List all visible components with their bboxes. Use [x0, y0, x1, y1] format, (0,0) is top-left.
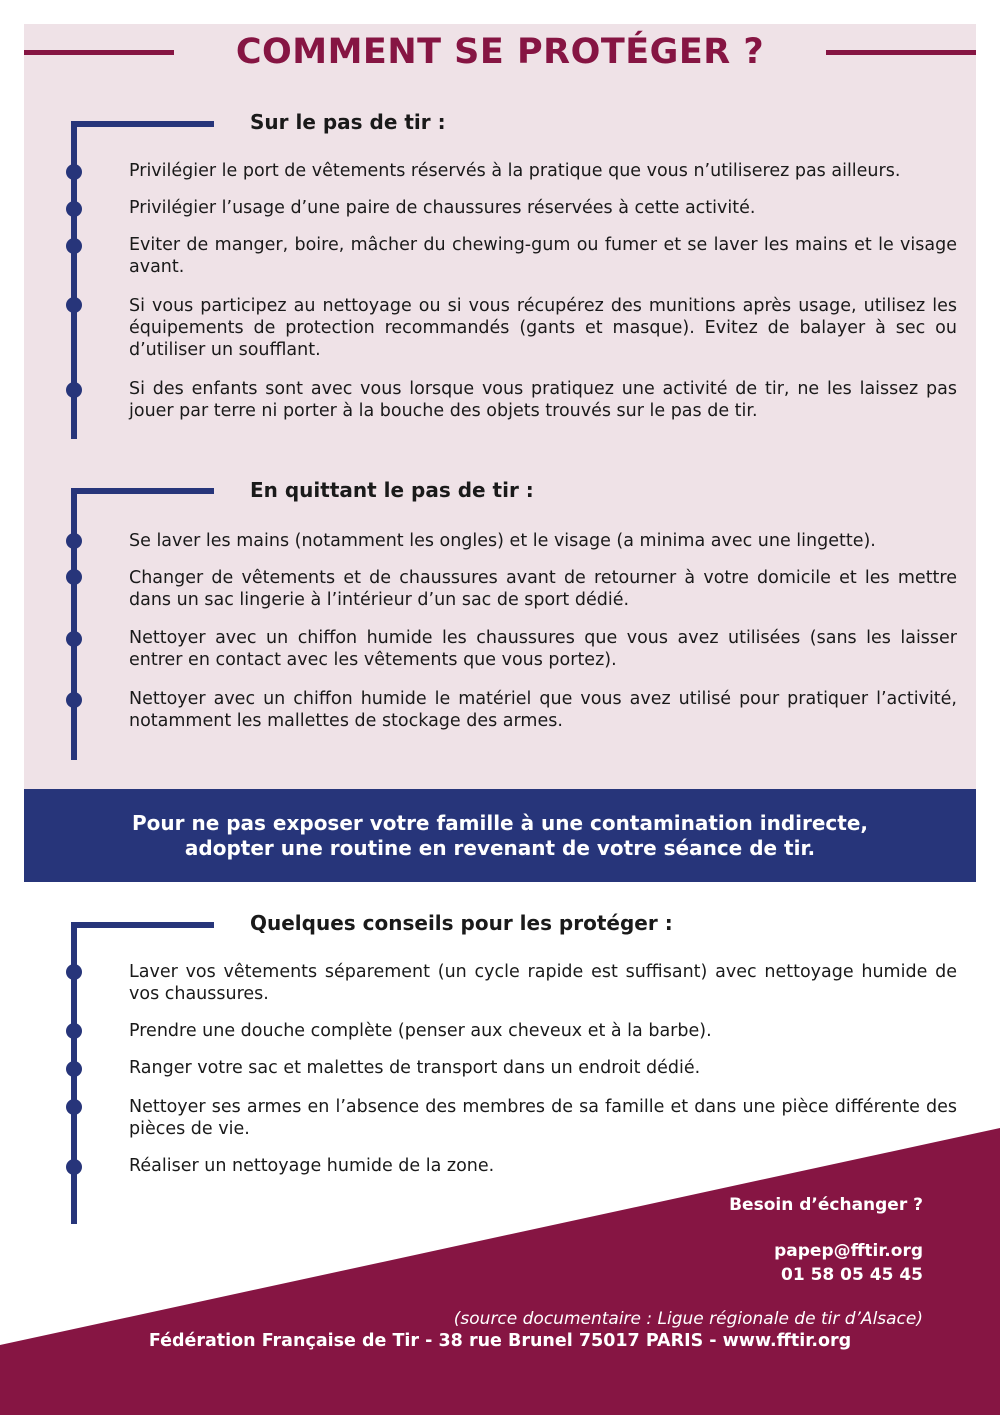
bullet-dot: [66, 1099, 82, 1115]
source-note: (source documentaire : Ligue régionale de tir d’Alsace): [453, 1309, 923, 1329]
footer-address: Fédération Française de Tir - 38 rue Brunel 75017 PARIS - www.fftir.org: [148, 1331, 852, 1351]
list-item: Ranger votre sac et malettes de transport dans un endroit dédié.: [129, 1058, 701, 1078]
section-title: En quittant le pas de tir :: [250, 478, 534, 502]
list-item: Changer de vêtements et de chaussures avant de retourner à votre domicile et les mettre dans un sac lingerie à l’intérieur d’un sac de sport dédié.: [129, 568, 957, 610]
banner-line-1: Pour ne pas exposer votre famille à une contamination indirecte,: [132, 810, 868, 835]
list-item: Privilégier le port de vêtements réservés à la pratique que vous n’utiliserez pas ailleurs.: [129, 161, 901, 181]
list-item: Réaliser un nettoyage humide de la zone.: [129, 1156, 495, 1176]
list-item: Nettoyer ses armes en l’absence des membres de sa famille et dans une pièce différente des pièces de vie.: [129, 1097, 957, 1139]
list-item: Si des enfants sont avec vous lorsque vous pratiquez une activité de tir, ne les laissez pas jouer par terre ni porter à la bouche des objets trouvés sur le pas de tir.: [129, 379, 957, 421]
list-item: Si vous participez au nettoyage ou si vous récupérez des munitions après usage, utilisez les équipements de protection recommandés (gants et masque). Evitez de balayer à sec ou d’utiliser un soufflant.: [129, 296, 957, 360]
section-title: Sur le pas de tir :: [250, 110, 446, 134]
list-item: Privilégier l’usage d’une paire de chaussures réservées à cette activité.: [129, 198, 756, 218]
list-item: Eviter de manger, boire, mâcher du chewing-gum ou fumer et se laver les mains et le visage avant.: [129, 235, 957, 277]
section-title: Quelques conseils pour les protéger :: [250, 911, 673, 935]
bullet-dot: [66, 1061, 82, 1077]
list-item: Se laver les mains (notamment les ongles) et le visage (a minima avec une lingette).: [129, 531, 876, 551]
banner-line-2: adopter une routine en revenant de votre séance de tir.: [184, 835, 816, 860]
list-item: Prendre une douche complète (penser aux cheveux et à la barbe).: [129, 1021, 712, 1041]
section-bracket-top: [71, 922, 214, 928]
list-item: Nettoyer avec un chiffon humide le matériel que vous avez utilisé pour pratiquer l’activité, notamment les mallettes de stockage des armes.: [129, 689, 957, 731]
contact-email-link[interactable]: papep@fftir.org: [774, 1241, 923, 1261]
list-item: Laver vos vêtements séparement (un cycle rapide est suffisant) avec nettoyage humide de vos chaussures.: [129, 962, 957, 1004]
bullet-dot: [66, 964, 82, 980]
list-item: Nettoyer avec un chiffon humide les chaussures que vous avez utilisées (sans les laisser entrer en contact avec les vêtements que vous portez).: [129, 628, 957, 670]
contact-phone: 01 58 05 45 45: [781, 1265, 923, 1285]
bullet-dot: [66, 1159, 82, 1175]
page-title: COMMENT SE PROTÉGER ?: [235, 32, 765, 72]
contact-heading: Besoin d’échanger ?: [729, 1195, 923, 1215]
bullet-dot: [66, 1023, 82, 1039]
